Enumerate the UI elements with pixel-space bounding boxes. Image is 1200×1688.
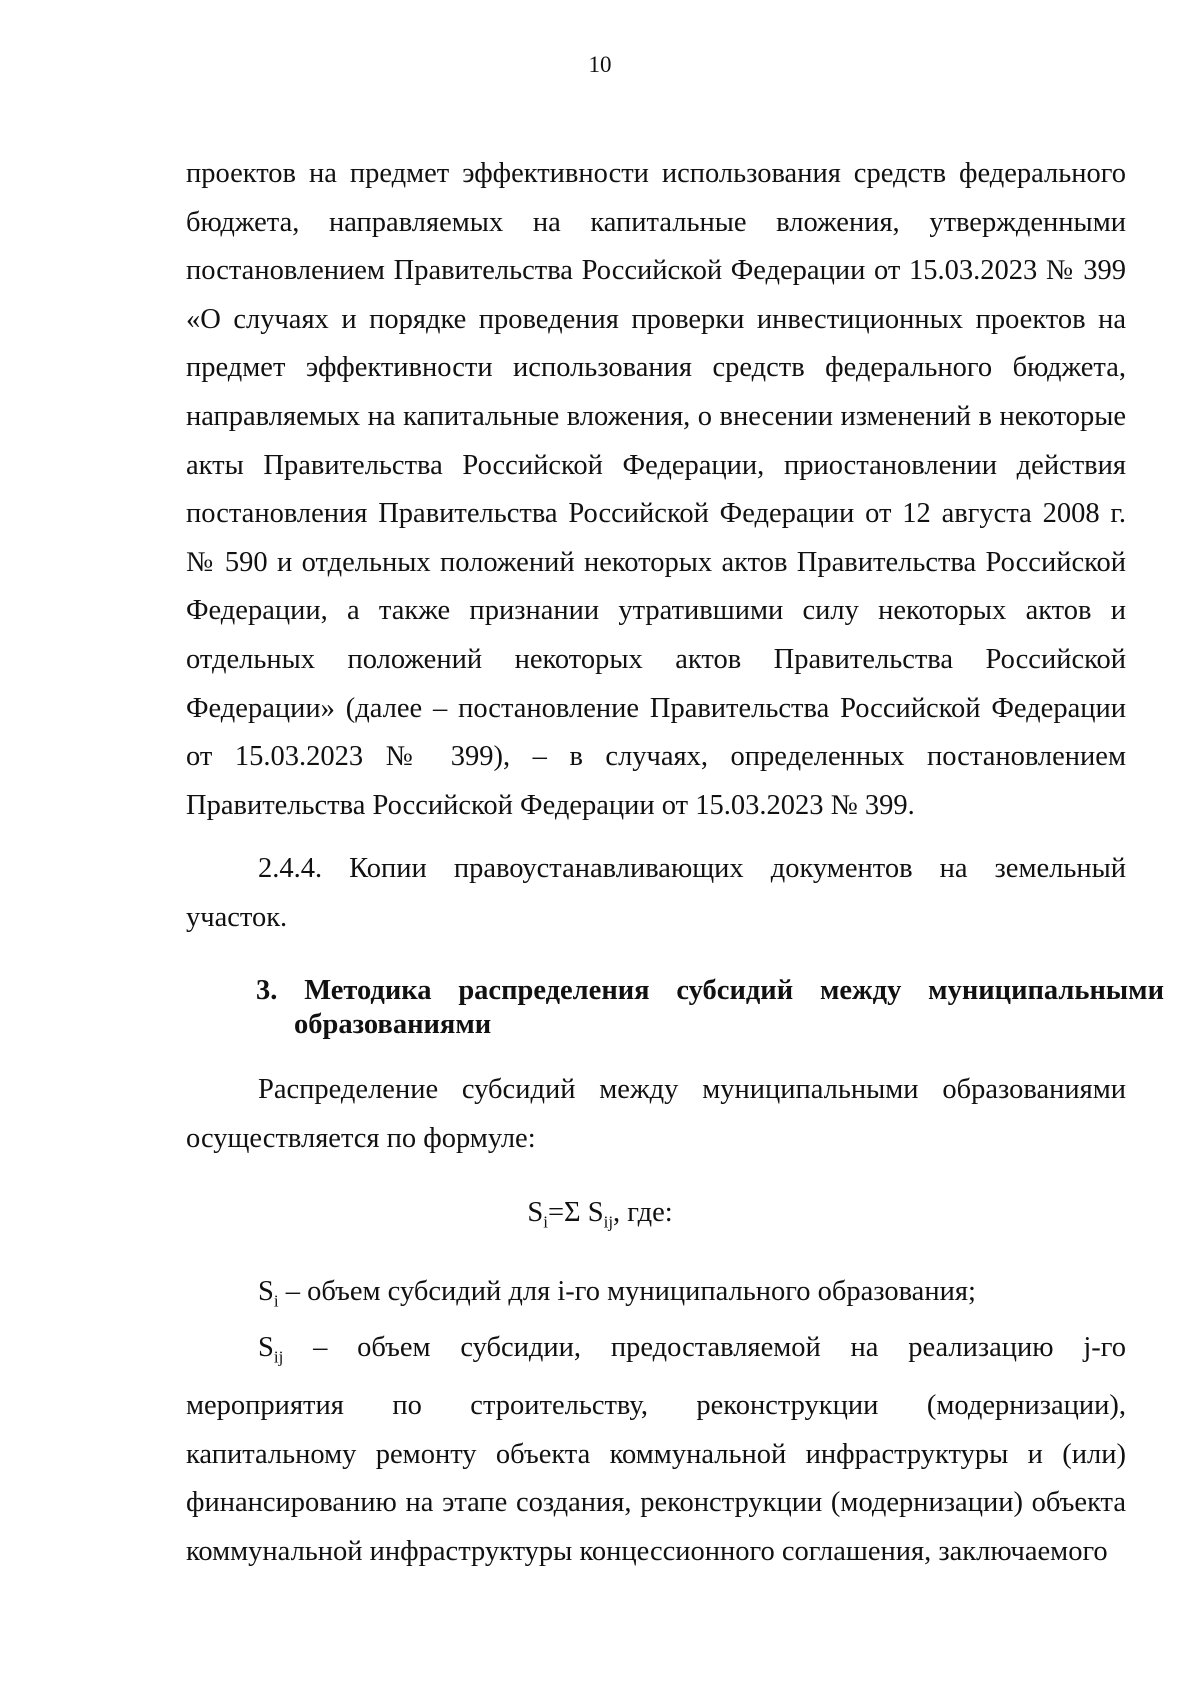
definition-sij-symbol: S — [258, 1332, 274, 1363]
formula — [0, 1197, 1200, 1233]
paragraph-distribution: Распределение субсидий между муниципальными образованиями осуществляется по формуле: — [186, 1074, 1126, 1154]
formula-rhs-sub: ij — [603, 1212, 614, 1232]
paragraph-2-4-4: 2.4.4. Копии правоустанавливающих документов на земельный участок. — [186, 853, 1126, 933]
definition-si-sub: i — [273, 1291, 279, 1311]
definition-sij — [186, 1324, 1126, 1577]
formula-tail: , где: — [613, 1197, 673, 1228]
formula-lhs-sub: i — [543, 1212, 548, 1232]
section-heading: 3. Методика распределения субсидий между муниципальными образованиями — [256, 975, 1164, 1040]
definition-si-symbol: S — [258, 1276, 274, 1307]
formula-lhs: S — [527, 1197, 544, 1228]
page-number: 10 — [588, 52, 612, 77]
formula-op: =Σ S — [547, 1197, 604, 1228]
definition-si — [258, 1268, 1138, 1326]
definition-si-text: – объем субсидий для i-го муниципального образования; — [278, 1276, 976, 1307]
definition-sij-sub: ij — [273, 1347, 284, 1367]
paragraph-continuation: проектов на предмет эффективности использования средств федерального бюджета, направляемых на капитальные вложения, утвержденными постановлением Правительства Российской Федерации от 15.03.2023 № 399 «О случаях и порядке проведения проверки инвестиционных проектов на предмет эффективности использования средств федерального бюджета, направляемых на капитальные вложения, о внесении изменений в некоторые акты Правительства Российской Федерации, приостановлении действия постановления Правительства Российской Федерации от 12 августа 2008 г. № 590 и отдельных положений некоторых актов Правительства Российской Федерации, а также признании утратившими силу некоторых актов и отдельных положений некоторых актов Правительства Российской Федерации» (далее – постановление Правительства Российской Федерации от 15.03.2023 № 399), – в случаях, определенных постановлением Правительства Российской Федерации от 15.03.2023 № 399. — [186, 158, 1126, 821]
definition-sij-text: – объем субсидии, предоставляемой на реализацию j-го мероприятия по строительству, реконструкции (модернизации), капитальному ремонту объекта коммунальной инфраструктуры и (или) финансированию на этапе создания, реконструкции (модернизации) объекта коммунальной инфраструктуры концессионного соглашения, заключаемого — [186, 1332, 1126, 1568]
